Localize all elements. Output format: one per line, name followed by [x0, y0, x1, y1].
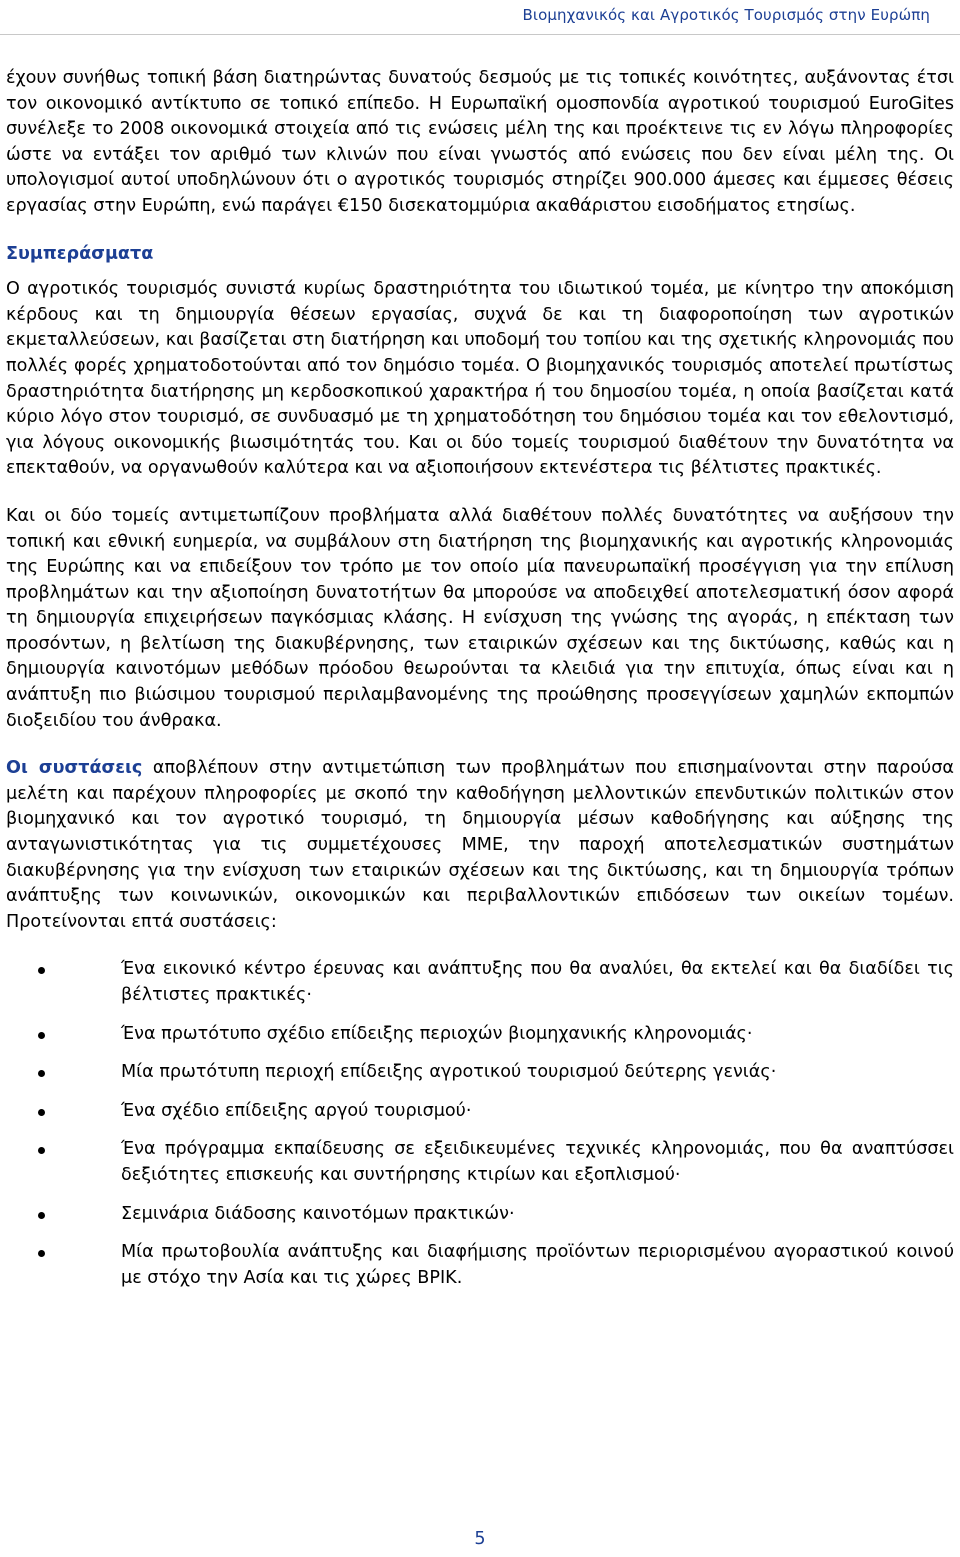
header-divider [0, 34, 960, 35]
bullet-icon [38, 967, 45, 974]
recommendations-paragraph [6, 756, 954, 935]
list-item [6, 1240, 954, 1291]
recommendations-text: αποβλέπουν στην αντιμετώπιση των προβλημάτων που επισημαίνονται στην παρούσα μελέτη και παρέχουν πληροφορίες με σκοπό την καθοδήγηση μελλοντικών επενδυτικών πολιτικών στον βιομηχανικό και τον αγροτικό τουρισμό, τη δημιουργία μέσων καθοδήγησης και αύξησης της ανταγωνιστικότητας για τις συμμετέχουσες ΜΜΕ, την παροχή αποτελεσματικών συστημάτων διακυβέρνησης για την ενίσχυση των εταιρικών σχέσεων και της δικτύωσης, και τη δημιουργία τρόπων ανάπτυξης των κοινωνικών, οικονομικών και περιβαλλοντικών επιδόσεων των οικείων τομέων. Προτείνονται επτά συστάσεις: [6, 758, 954, 932]
recommendations-list [6, 957, 954, 1291]
bullet-icon [38, 1070, 45, 1077]
running-header-title: Βιομηχανικός και Αγροτικός Τουρισμός στην Ευρώπη [522, 6, 930, 24]
list-item [6, 1060, 954, 1086]
conclusions-paragraph-2: Και οι δύο τομείς αντιμετωπίζουν προβλήματα αλλά διαθέτουν πολλές δυνατότητες να αυξήσουν την τοπική και εθνική ευημερία, να συμβάλουν στη διατήρηση της βιομηχανικής και αγροτικής κληρονομιάς της Ευρώπης και να επιδείξουν τον τρόπο με τον οποίο μία πανευρωπαϊκή προσέγγιση για την επίλυση προβλημάτων και την αξιοποίηση δυνατοτήτων θα μπορούσε να αποδειχθεί αποτελεσματική όσον αφορά τη δημιουργία επιχειρήσεων παγκόσμιας κλάσης. Η ενίσχυση της γνώσης της αγοράς, η επέκταση των προσόντων, η βελτίωση της διακυβέρνησης, των εταιρικών σχέσεων και της δικτύωσης, καθώς και η δημιουργία καινοτόμων μεθόδων πρόοδου θεωρούνται τα κλειδιά για την επιτυχία, όπως είναι και η ανάπτυξη πιο βιώσιμου τουρισμού περιλαμβανομένης της προώθησης προσεγγίσεων χαμηλών εκπομπών διοξειδίου του άνθρακα. [6, 505, 954, 731]
list-item-text: Σεμινάρια διάδοσης καινοτόμων πρακτικών· [121, 1203, 515, 1224]
bullet-icon [38, 1032, 45, 1039]
list-item-text: Μία πρωτότυπη περιοχή επίδειξης αγροτικού τουρισμού δεύτερης γενιάς· [121, 1062, 777, 1083]
list-item-text: Ένα πρωτότυπο σχέδιο επίδειξης περιοχών βιομηχανικής κληρονομιάς· [121, 1023, 753, 1044]
list-item-text: Ένα εικονικό κέντρο έρευνας και ανάπτυξης που θα αναλύει, θα εκτελεί και θα διαδίδει τις βέλτιστες πρακτικές· [121, 959, 954, 1005]
list-item-text: Ένα πρόγραμμα εκπαίδευσης σε εξειδικευμένες τεχνικές κληρονομιάς, που θα αναπτύσσει δεξιότητες επισκευής και συντήρησης κτιρίων και εξοπλισμού· [121, 1139, 954, 1185]
list-item [6, 1099, 954, 1125]
bullet-icon [38, 1212, 45, 1219]
list-item [6, 1137, 954, 1188]
list-item-text: Ένα σχέδιο επίδειξης αργού τουρισμού· [121, 1100, 472, 1121]
list-item-text: Μία πρωτοβουλία ανάπτυξης και διαφήμισης προϊόντων περιορισμένου αγοραστικού κοινού με στόχο την Ασία και τις χώρες ΒΡΙΚ. [121, 1242, 954, 1288]
list-item [6, 957, 954, 1008]
list-item [6, 1202, 954, 1228]
bullet-icon [38, 1250, 45, 1257]
list-item [6, 1022, 954, 1048]
conclusions-heading: Συμπεράσματα [6, 243, 154, 264]
intro-paragraph: έχουν συνήθως τοπική βάση διατηρώντας δυνατούς δεσμούς με τις τοπικές κοινότητες, αυξάνοντας έτσι τον οικονομικό αντίκτυπο σε τοπικό επίπεδο. Η Ευρωπαϊκή ομοσπονδία αγροτικού τουρισμού EuroGites συνέλεξε το 2008 οικονομικά στοιχεία από τις ενώσεις μέλη της και προέκτεινε τις εν λόγω πληροφορίες ώστε να εντάξει τον αριθμό των κλινών που είναι γνωστός από ενώσεις που δεν είναι μέλη της. Οι υπολογισμοί αυτοί υποδηλώνουν ότι ο αγροτικός τουρισμός στηρίζει 900.000 άμεσες και έμμεσες θέσεις εργασίας στην Ευρώπη, ενώ παράγει €150 δισεκατομμύρια ακαθάριστου εισοδήματος ετησίως. [6, 68, 954, 216]
conclusions-paragraph-1: Ο αγροτικός τουρισμός συνιστά κυρίως δραστηριότητα του ιδιωτικού τομέα, με κίνητρο την αποκόμιση κέρδους και τη δημιουργία θέσεων εργασίας, συχνά δε και τη διαφοροποίηση των αγροτικών εκμεταλλεύσεων, και βασίζεται στη διατήρηση και υποδομή του τοπίου και της σχετικής κληρονομιάς που πολλές φορές χρηματοδοτούνται από τον δημόσιο τομέα. Ο βιομηχανικός τουρισμός αποτελεί πρωτίστως δραστηριότητα διατήρησης μη κερδοσκοπικού χαρακτήρα ή του δημοσίου τομέα, η οποία βασίζεται κατά κύριο λόγο στον τουρισμό, σε συνδυασμό με τη χρηματοδότηση του δημόσιου τομέα και τον εθελοντισμό, για λόγους οικονομικής βιωσιμότητάς του. Και οι δύο τομείς τουρισμού διαθέτουν την δυνατότητα να επεκταθούν, να οργανωθούν καλύτερα και να αξιοποιήσουν εκτενέστερα τις βέλτιστες πρακτικές. [6, 279, 954, 479]
bullet-icon [38, 1109, 45, 1116]
page-number: 5 [474, 1529, 486, 1549]
page-body [6, 66, 954, 1304]
bullet-icon [38, 1147, 45, 1154]
recommendations-lead: Οι συστάσεις [6, 758, 143, 779]
